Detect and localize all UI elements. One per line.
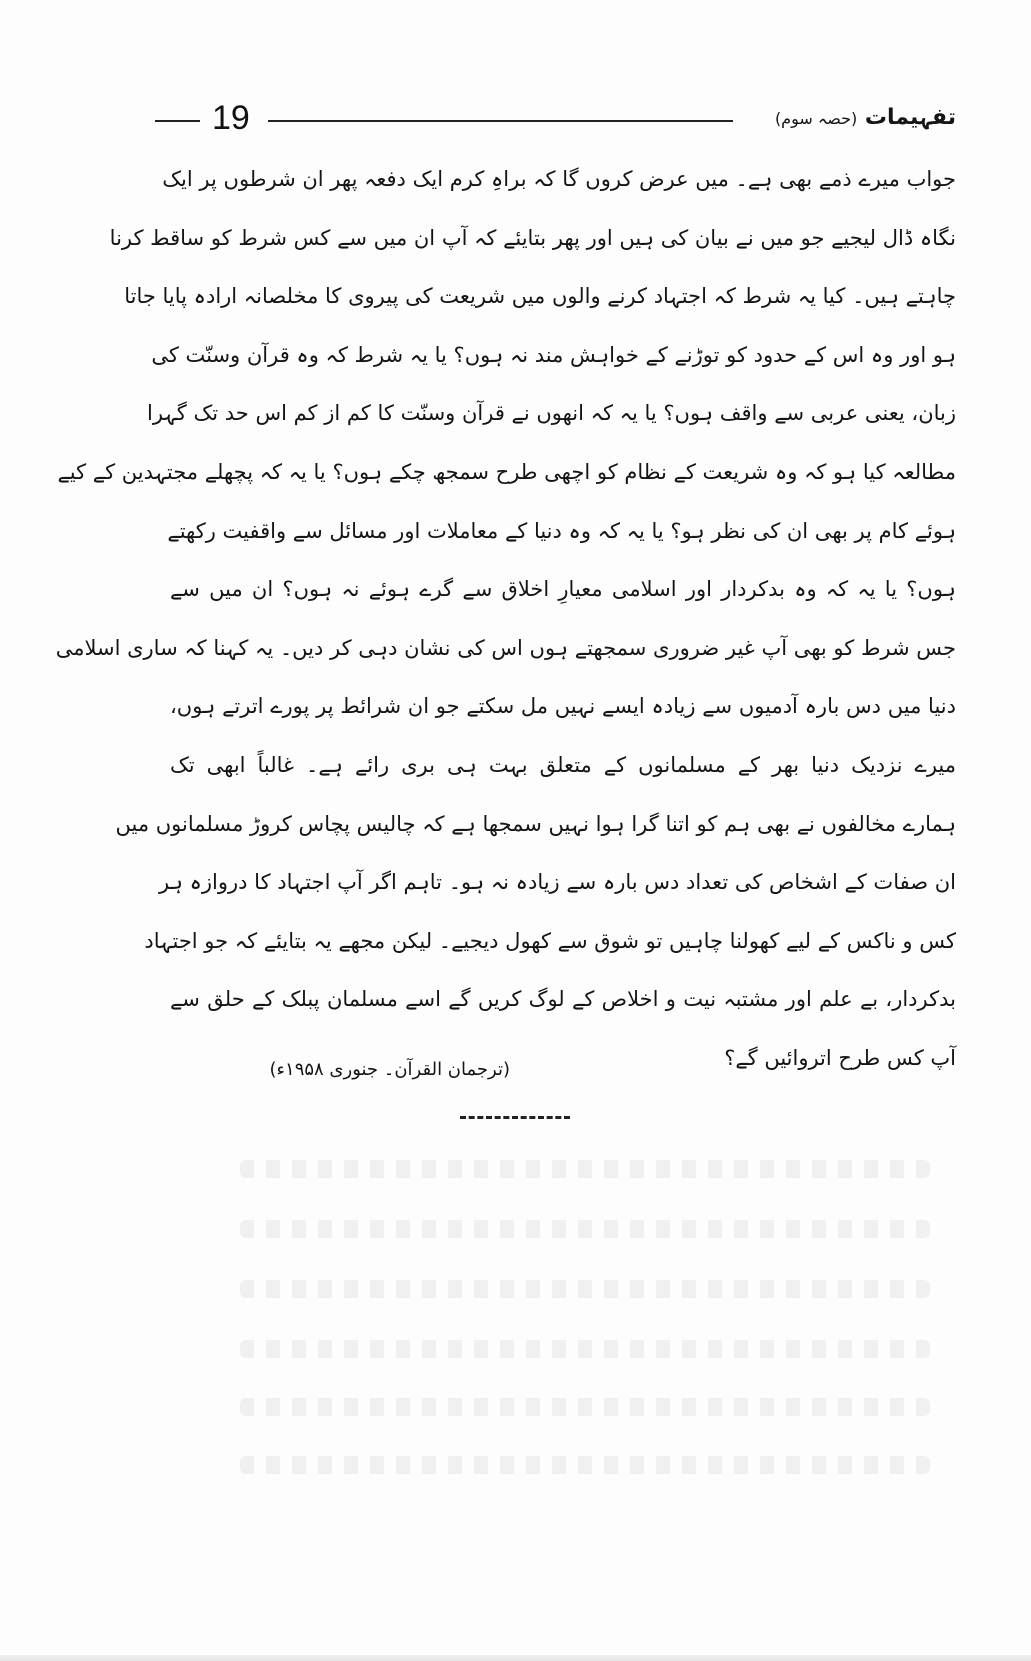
body-line: جواب میرے ذمے بھی ہے۔ میں عرض کروں گا کہ براہِ کرم ایک دفعہ پھر ان شرطوں پر ایک — [162, 167, 956, 191]
body-line: کس و ناکس کے لیے کھولنا چاہیں تو شوق سے کھول دیجیے۔ لیکن مجھے یہ بتایئے کہ جو اجتہاد — [144, 928, 956, 953]
page-bottom-edge — [0, 1655, 1031, 1661]
body-line: جس شرط کو بھی آپ غیر ضروری سمجھتے ہوں اس کی نشان دہی کر دیں۔ یہ کہنا کہ ساری اسلامی — [55, 635, 956, 660]
body-line: ہوں؟ یا یہ کہ وہ بدکردار اور اسلامی معیارِ اخلاق سے گرے ہوئے نہ ہوں؟ ان میں سے — [170, 577, 956, 602]
body-line: ان صفات کے اشخاص کی تعداد دس بارہ سے زیادہ نہ ہو۔ تاہم اگر آپ اجتہاد کا دروازہ ہر — [159, 870, 956, 895]
running-head-subtitle: (حصہ سوم) — [774, 109, 858, 128]
header-rule-left — [155, 120, 200, 122]
page-number: 19 — [212, 99, 250, 137]
header-rule-right — [268, 120, 733, 122]
body-line: چاہتے ہیں۔ کیا یہ شرط کہ اجتہاد کرنے والوں میں شریعت کی پیروی کا مخلصانہ ارادہ پایا جاتا — [124, 284, 956, 309]
body-line: نگاہ ڈال لیجیے جو میں نے بیان کی ہیں اور پھر بتایئے کہ آپ ان میں سے کس شرط کو ساقط کرنا — [109, 225, 956, 250]
body-text — [55, 150, 956, 1088]
show-through-text — [240, 1398, 930, 1416]
body-line: ہو اور وہ اس کے حدود کو توڑنے کے خواہش مند نہ ہوں؟ یا یہ شرط کہ وہ قرآن وسنّت کی — [151, 342, 956, 367]
show-through-text — [240, 1280, 930, 1298]
body-line-last: آپ کس طرح اتروائیں گے؟ — [724, 1045, 956, 1070]
show-through-text — [240, 1456, 930, 1474]
source-citation: (ترجمان القرآن۔ جنوری ۱۹۵۸ء) — [269, 1059, 510, 1080]
body-line: بدکردار، بے علم اور مشتبہ نیت و اخلاص کے لوگ کریں گے اسے مسلمان پبلک کے حلق سے — [170, 987, 956, 1012]
show-through-text — [240, 1340, 930, 1358]
body-line: مطالعہ کیا ہو کہ وہ شریعت کے نظام کو اچھی طرح سمجھ چکے ہوں؟ یا یہ کہ پچھلے مجتہدین کے کیے — [57, 459, 956, 484]
show-through-text — [240, 1160, 930, 1178]
body-line: ہمارے مخالفوں نے بھی ہم کو اتنا گرا ہوا نہیں سمجھا ہے کہ چالیس پچاس کروڑ مسلمانوں میں — [115, 811, 956, 836]
body-line: دنیا میں دس بارہ آدمیوں سے زیادہ ایسے نہیں مل سکتے جو ان شرائط پر پورے اترتے ہوں، — [170, 694, 956, 719]
body-line: ہوئے کام پر بھی ان کی نظر ہو؟ یا یہ کہ وہ دنیا کے معاملات اور مسائل سے واقفیت رکھتے — [167, 518, 956, 543]
body-line: میرے نزدیک دنیا بھر کے مسلمانوں کے متعلق بہت ہی بری رائے ہے۔ غالباً ابھی تک — [170, 752, 956, 777]
running-head-title: تفہیمات — [864, 105, 956, 130]
show-through-text — [240, 1220, 930, 1238]
body-line: زبان، یعنی عربی سے واقف ہوں؟ یا یہ کہ انھوں نے قرآن وسنّت کا کم از کم اس حد تک گہرا — [147, 401, 956, 426]
end-divider — [460, 1116, 570, 1119]
running-head — [775, 100, 956, 137]
page-header — [150, 98, 956, 142]
